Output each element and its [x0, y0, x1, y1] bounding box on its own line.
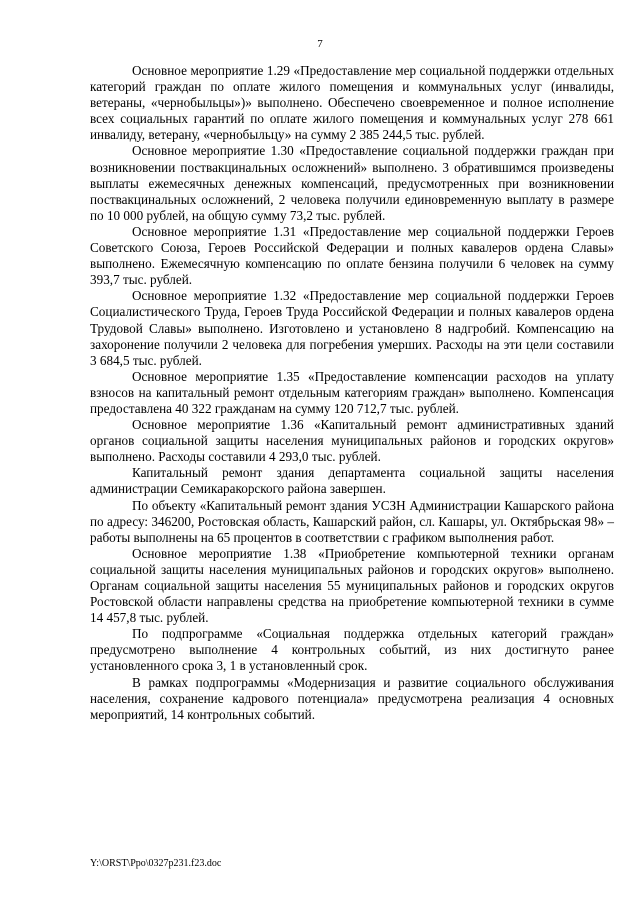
paragraph-semikarakorsky-repair: Капитальный ремонт здания департамента социальной защиты населения администрации Семикаракорского района завершен.: [90, 465, 614, 497]
paragraph-measure-1-31: Основное мероприятие 1.31 «Предоставление мер социальной поддержки Героев Советского Союза, Героев Российской Федерации и полных кавалеров ордена Славы» выполнено. Ежемесячную компенсацию по оплате бензина получили 6 человек на сумму 393,7 тыс. рублей.: [90, 223, 614, 288]
paragraph-measure-1-35: Основное мероприятие 1.35 «Предоставление компенсации расходов на уплату взносов на капитальный ремонт отдельным категориям граждан» выполнено. Компенсация предоставлена 40 322 гражданам на сумму 120 712,7 тыс. рублей.: [90, 368, 614, 416]
paragraph-modernization-subprogram: В рамках подпрограммы «Модернизация и развитие социального обслуживания населения, сохранение кадрового потенциала» предусмотрена реализация 4 основных мероприятий, 14 контрольных событий.: [90, 674, 614, 722]
paragraph-measure-1-30: Основное мероприятие 1.30 «Предоставление социальной поддержки граждан при возникновении поствакцинальных осложнений» выполнено. 3 обратившимся произведены выплаты ежемесячных денежных компенсаций, предусмотренных при возникновении поствакцинальных осложнений, 2 человека получили единовременную выплату в размере по 10 000 рублей, на общую сумму 73,2 тыс. рублей.: [90, 143, 614, 223]
footer-file-path: Y:\ORST\Ppo\0327p231.f23.doc: [90, 858, 222, 869]
paragraph-subprogram-control-events: По подпрограмме «Социальная поддержка отдельных категорий граждан» предусмотрено выполнение 4 контрольных событий, из них достигнуто ранее установленного срока 3, 1 в установленный срок.: [90, 626, 614, 674]
paragraph-measure-1-32: Основное мероприятие 1.32 «Предоставление мер социальной поддержки Героев Социалистического Труда, Героев Труда Российской Федерации и полных кавалеров ордена Трудовой Славы» выполнено. Изготовлено и установлено 8 надгробий. Компенсацию на захоронение получили 2 человека для погребения умерших. Расходы на эти цели составили 3 684,5 тыс. рублей.: [90, 288, 614, 368]
paragraph-kashary-repair: По объекту «Капитальный ремонт здания УСЗН Администрации Кашарского района по адресу: 346200, Ростовская область, Кашарский район, сл. Кашары, ул. Октябрьская 98» – работы выполнены на 65 процентов в соответствии с графиком выполнения работ.: [90, 497, 614, 545]
document-body: [90, 63, 614, 723]
paragraph-measure-1-36: Основное мероприятие 1.36 «Капитальный ремонт административных зданий органов социальной защиты населения муниципальных районов и городских округов» выполнено. Расходы составили 4 293,0 тыс. рублей.: [90, 417, 614, 465]
paragraph-measure-1-29: Основное мероприятие 1.29 «Предоставление мер социальной поддержки отдельных категорий граждан по оплате жилого помещения и коммунальных услуг (инвалиды, ветераны, «чернобыльцы»)» выполнено. Обеспечено своевременное и полное исполнение всех социальных гарантий по оплате жилого помещения и коммунальных услуг 278 661 инвалиду, ветерану, «чернобыльцу» на сумму 2 385 244,5 тыс. рублей.: [90, 63, 614, 143]
paragraph-measure-1-38: Основное мероприятие 1.38 «Приобретение компьютерной техники органам социальной защиты населения муниципальных районов и городских округов» выполнено. Органам социальной защиты населения 55 муниципальных районов и городских округов Ростовской области направлены средства на приобретение компьютерной техники в сумме 14 457,8 тыс. рублей.: [90, 545, 614, 626]
page-number: 7: [317, 38, 323, 50]
